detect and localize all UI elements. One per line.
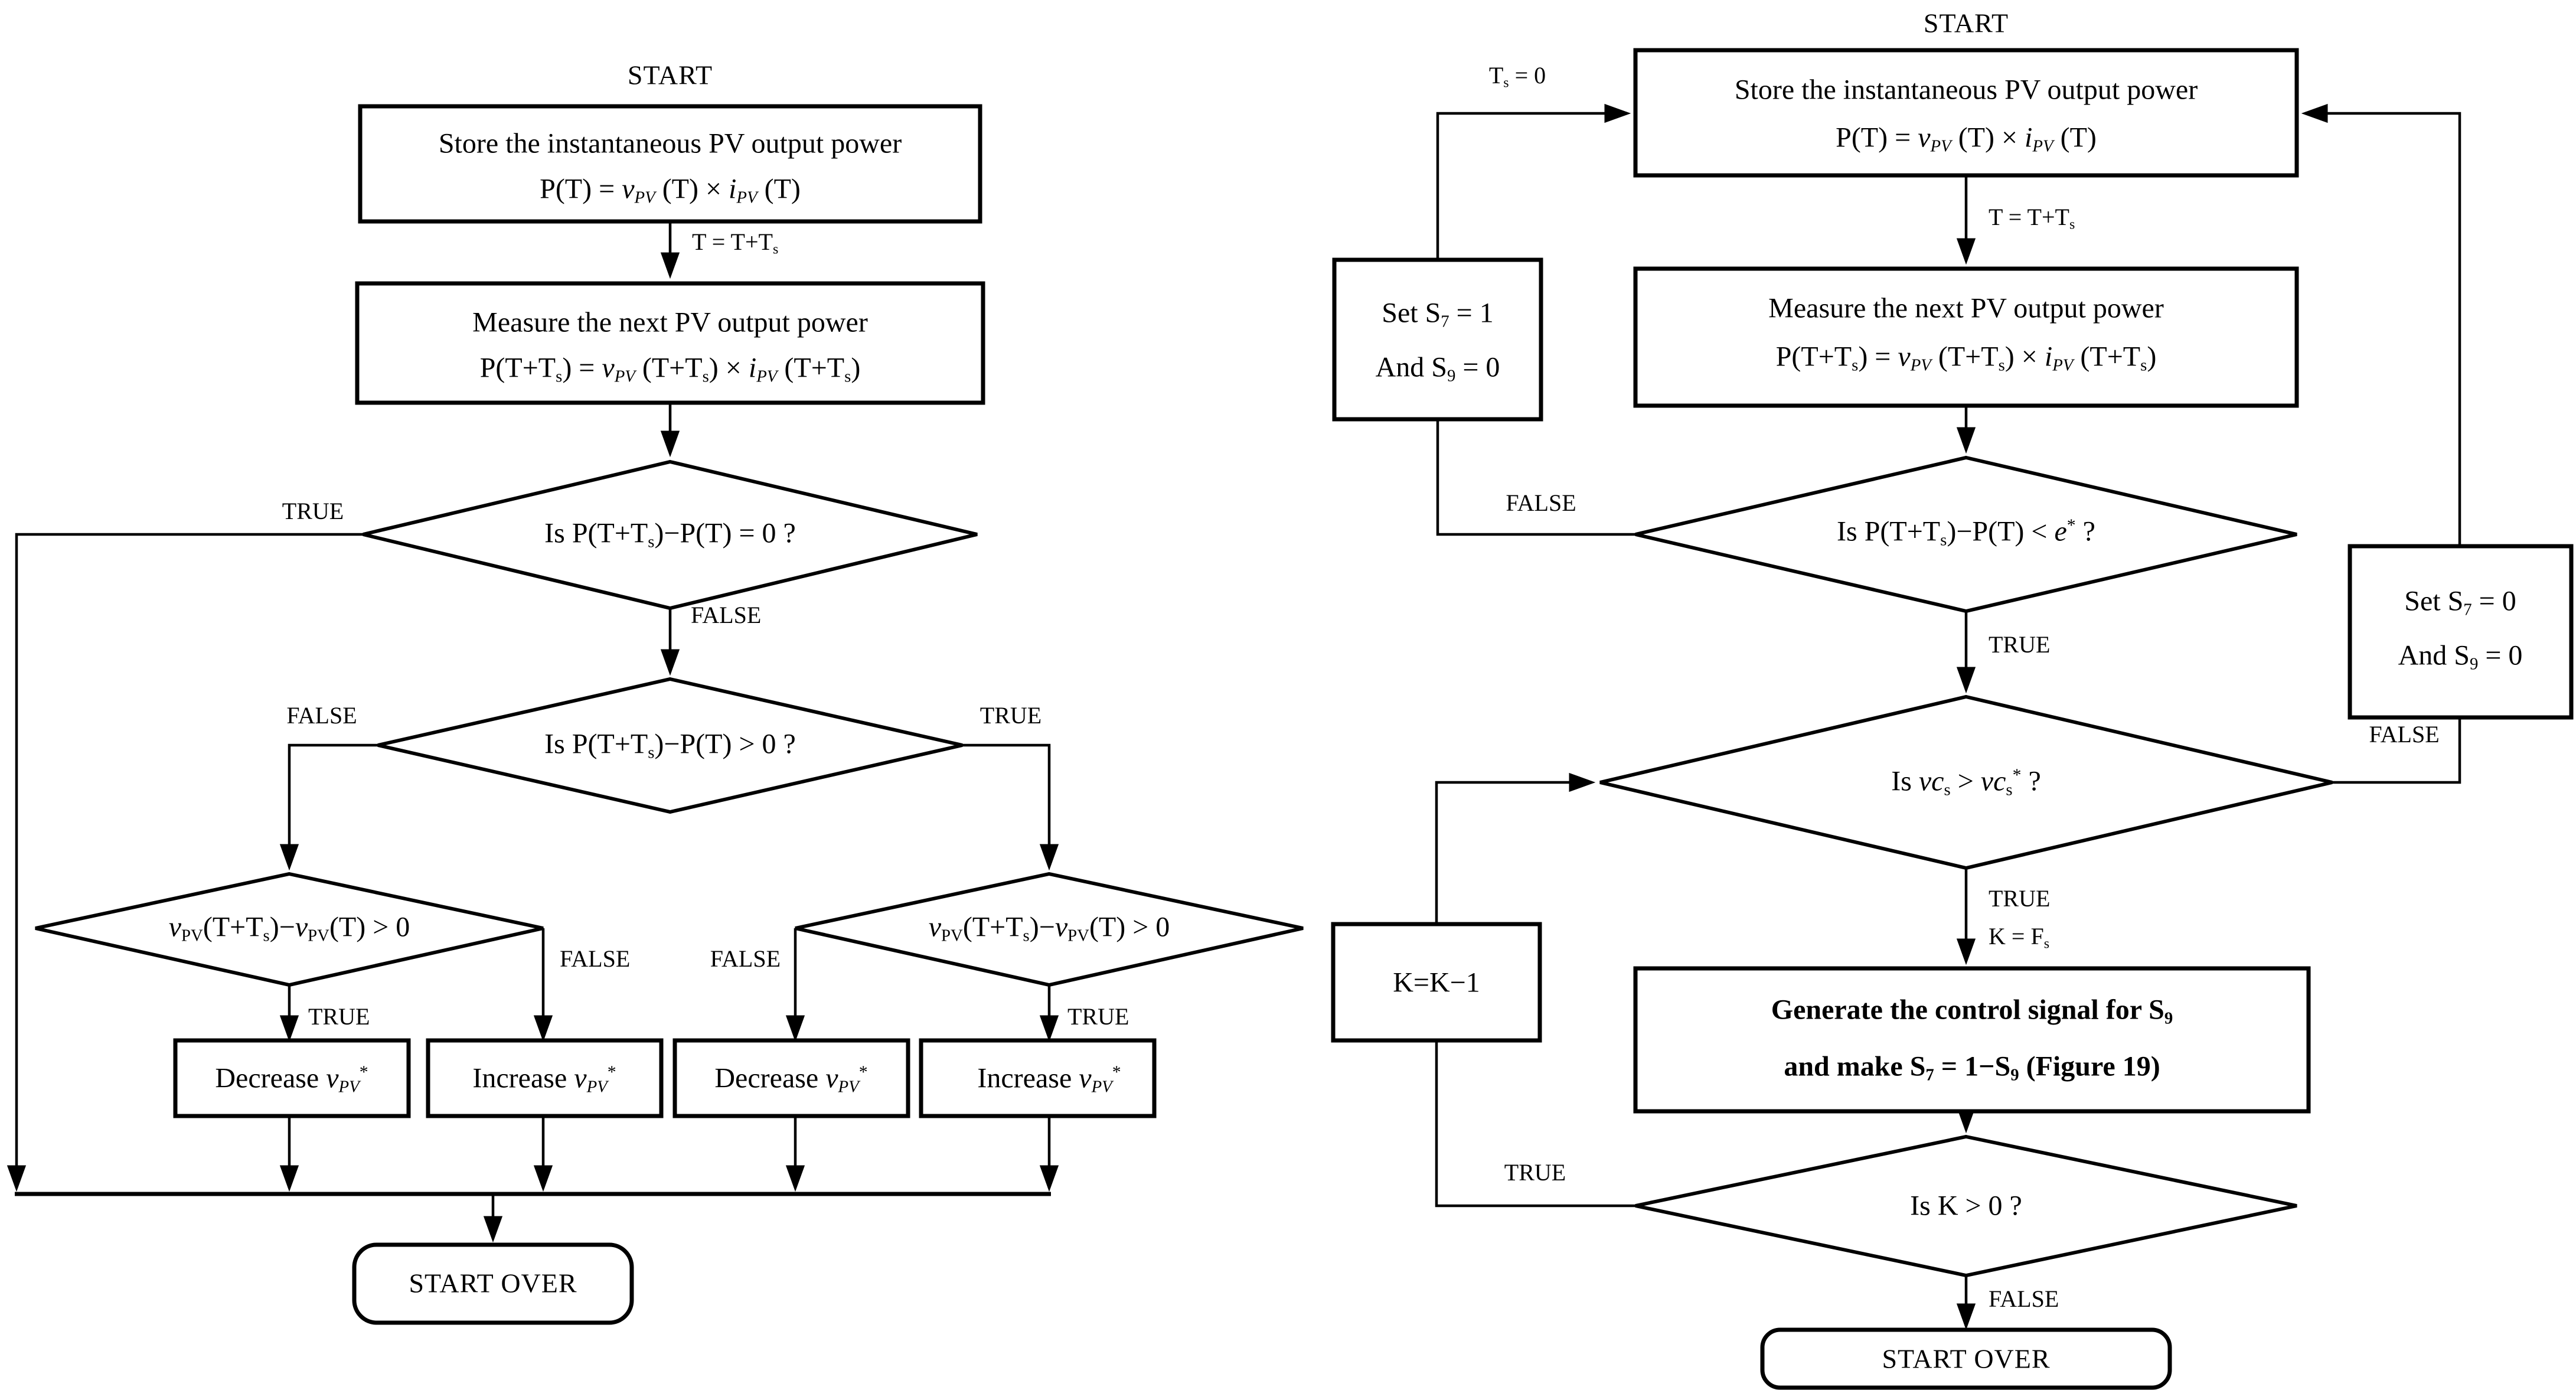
right-store-box-formula: P(T) = vPV (T) × iPV (T) xyxy=(1836,122,2097,156)
left-wire-d2-true-to-d4 xyxy=(962,745,1049,867)
right-set0-line1: Set $S_7 = 0$ xyxy=(2404,585,2516,619)
right-set-s7-1-box xyxy=(1334,260,1541,419)
right-d1-false-label: FALSE xyxy=(1506,490,1576,516)
left-t-increment-label: $T = T+T_s$ xyxy=(692,228,779,257)
left-d3-true-label: TRUE xyxy=(308,1003,370,1030)
right-k-decrement-label: K=K−1 xyxy=(1393,967,1480,999)
right-d3-true-label: TRUE xyxy=(1504,1159,1566,1186)
right-generate-signal-box xyxy=(1635,968,2309,1111)
left-start-over-label: START OVER xyxy=(409,1268,577,1298)
left-d2-question: Is $P(T+T_s)-P(T) > 0$ ? xyxy=(544,728,796,762)
left-measure-box-formula: $P(T+T_s)$ = vPV $(T+T_s)$ × iPV $(T+T_s)$ xyxy=(479,352,861,386)
right-set0-line2: And $S_9 = 0$ xyxy=(2398,639,2523,674)
left-d3-question: $v_{PV}(T+T_s)-v_{PV}(T) > 0$ xyxy=(168,911,410,945)
right-set-s7-0-box xyxy=(2350,546,2571,717)
left-store-box-line1: Store the instantaneous PV output power xyxy=(438,128,902,159)
left-decrease-label-2: Decrease vPV* xyxy=(714,1062,868,1097)
right-measure-box-formula: $P(T+T_s)$ = vPV $(T+T_s)$ × iPV $(T+T_s)$ xyxy=(1775,341,2157,375)
right-d3-question: Is K > 0 ? xyxy=(1910,1190,2022,1222)
left-d1-false-label: FALSE xyxy=(691,602,762,628)
right-generate-line1: Generate the control signal for $S_9$ xyxy=(1771,994,2173,1028)
right-d2-question: Is $vc_s > vc_s^*$ ? xyxy=(1891,765,2041,800)
left-wire-d2-false-to-d3 xyxy=(289,745,378,867)
right-start-over-label: START OVER xyxy=(1882,1343,2051,1374)
right-d2-true-label: TRUE xyxy=(1989,885,2051,912)
left-store-box-formula: P(T) = vPV (T) × iPV (T) xyxy=(540,173,801,207)
right-set1-line1: Set $S_7 = 1$ xyxy=(1382,297,1494,331)
right-d2-false-label: FALSE xyxy=(2369,721,2440,748)
left-increase-label-2: Increase vPV* xyxy=(977,1062,1121,1097)
right-t-increment-label: $T = T+T_s$ xyxy=(1989,203,2075,233)
right-d1-question: Is $P(T+T_s)-P(T) < e^*$ ? xyxy=(1837,515,2095,550)
right-measure-box-line1: Measure the next PV output power xyxy=(1768,292,2164,324)
left-increase-label-1: Increase vPV* xyxy=(472,1062,616,1097)
right-store-box-line1: Store the instantaneous PV output power xyxy=(1734,74,2198,106)
left-start-label: START xyxy=(627,60,713,90)
left-d1-true-label: TRUE xyxy=(282,498,344,524)
left-d1-question: Is $P(T+T_s)-P(T) = 0$ ? xyxy=(544,517,796,552)
right-ts-zero-label: $T_s = 0$ xyxy=(1488,61,1546,91)
right-k-fs-label: $K = F_s$ xyxy=(1989,922,2050,952)
right-d1-true-label: TRUE xyxy=(1989,631,2051,658)
left-d4-question: $v_{PV}(T+T_s)-v_{PV}(T) > 0$ xyxy=(928,911,1170,945)
right-store-box xyxy=(1635,50,2297,175)
right-generate-line2: and make $S_7 = 1-S_9$ (Figure 19) xyxy=(1784,1050,2160,1085)
left-d4-false-label: FALSE xyxy=(710,945,781,972)
left-d4-true-label: TRUE xyxy=(1067,1003,1129,1030)
right-set1-line2: And $S_9 = 0$ xyxy=(1375,351,1500,386)
left-decrease-label-1: Decrease vPV* xyxy=(215,1062,368,1097)
right-d3-false-label: FALSE xyxy=(1989,1285,2059,1312)
left-measure-box-line1: Measure the next PV output power xyxy=(472,306,868,338)
left-d2-true-label: TRUE xyxy=(980,702,1042,729)
right-measure-box xyxy=(1635,269,2297,406)
left-d3-false-label: FALSE xyxy=(560,945,631,972)
right-start-label: START xyxy=(1923,8,2009,38)
left-d2-false-label: FALSE xyxy=(286,702,357,729)
